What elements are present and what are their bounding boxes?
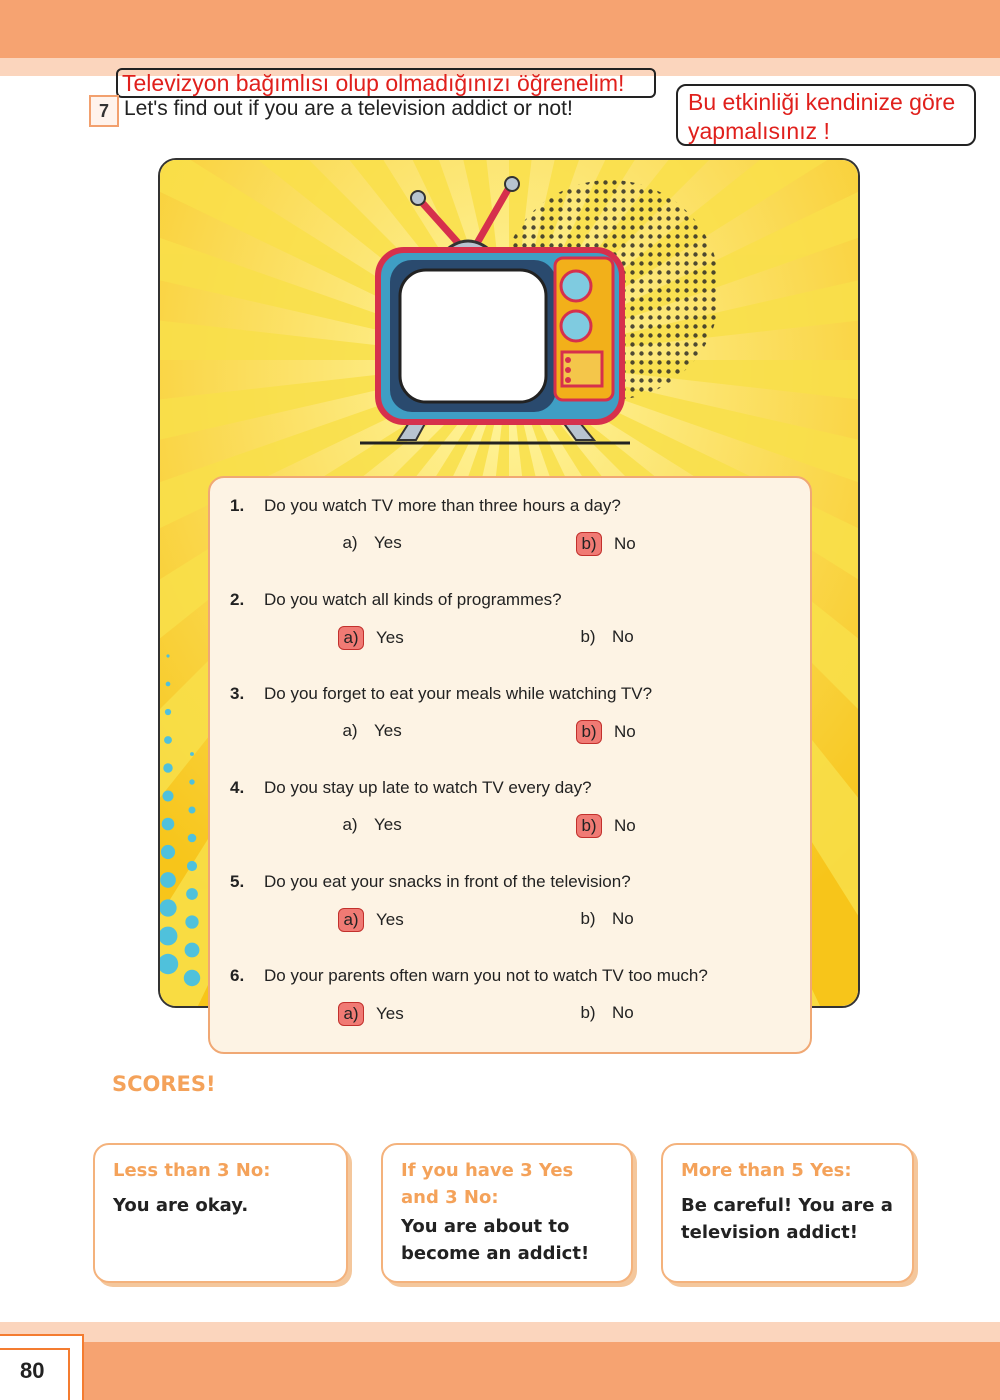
answer-option-yes[interactable] (338, 626, 404, 650)
answer-option-no[interactable] (576, 1002, 634, 1024)
halftone-blue-dot (190, 752, 194, 756)
option-letter: a) (342, 721, 358, 740)
question-text: Do your parents often warn you not to watch TV too much? (264, 966, 708, 985)
scores-title: SCORES! (112, 1072, 216, 1096)
option-letter: a) (338, 908, 364, 932)
option-letter: a) (338, 1002, 364, 1026)
footer-band (0, 1342, 1000, 1400)
answer-option-no[interactable] (576, 626, 634, 648)
halftone-blue-dot (189, 779, 194, 784)
option-letter: b) (580, 1003, 596, 1022)
halftone-blue-dot (163, 763, 172, 772)
question-text: Do you watch all kinds of programmes? (264, 590, 562, 609)
score-card-3-yes-3-no (381, 1143, 633, 1283)
halftone-blue-dot (166, 682, 171, 687)
question-number: 2. (230, 590, 245, 609)
option-label: Yes (376, 910, 404, 929)
answer-option-no[interactable] (576, 532, 636, 556)
option-letter: b) (576, 814, 602, 838)
footer-stripe (0, 1322, 1000, 1342)
halftone-blue-dot (164, 736, 172, 744)
question-number: 3. (230, 684, 245, 703)
option-letter: b) (576, 532, 602, 556)
option-label: No (612, 909, 634, 928)
page-number: 80 (20, 1358, 45, 1383)
questionnaire-panel (208, 476, 812, 1054)
halftone-blue-dot (163, 791, 174, 802)
turkish-title-annotation: Televizyon bağımlısı olup olmadığınızı öğrenelim! (116, 68, 656, 98)
option-label: No (614, 816, 636, 835)
question-text: Do you watch TV more than three hours a day? (264, 496, 621, 515)
halftone-blue-dot (188, 834, 197, 843)
option-label: No (614, 534, 636, 553)
question-number: 6. (230, 966, 245, 985)
score-condition: Less than 3 No: (113, 1160, 271, 1181)
halftone-blue-dot (185, 915, 198, 928)
halftone-blue-dot (166, 654, 169, 657)
answer-option-yes[interactable] (338, 720, 402, 742)
option-label: No (614, 722, 636, 741)
option-label: Yes (374, 815, 402, 834)
halftone-blue-dot (189, 807, 196, 814)
question-text: Do you forget to eat your meals while watching TV? (264, 684, 653, 703)
score-card-more-than-5-yes (661, 1143, 914, 1283)
option-letter: b) (580, 909, 596, 928)
question-number: 5. (230, 872, 245, 891)
top-header-band (0, 0, 1000, 58)
option-letter: a) (338, 626, 364, 650)
answer-option-yes[interactable] (338, 814, 402, 836)
score-card-less-than-3-no (93, 1143, 348, 1283)
activity-number: 7 (89, 95, 119, 127)
option-label: No (612, 627, 634, 646)
halftone-blue-dot (160, 899, 177, 916)
score-result: Be careful! You are a television addict! (681, 1195, 893, 1243)
score-result: You are about to become an addict! (401, 1216, 590, 1264)
answer-option-yes[interactable] (338, 1002, 404, 1026)
halftone-blue-dot (187, 861, 197, 871)
answer-option-no[interactable] (576, 908, 634, 930)
teacher-note-annotation: Bu etkinliği kendinize göre yapmalısınız ! (676, 84, 976, 146)
answer-option-yes[interactable] (338, 532, 402, 554)
halftone-blue-dot (184, 970, 200, 986)
score-condition: If you have 3 Yes and 3 No: (401, 1160, 574, 1208)
option-letter: b) (576, 720, 602, 744)
option-label: Yes (376, 628, 404, 647)
activity-title: Let's find out if you are a television addict or not! (124, 97, 573, 120)
option-letter: b) (580, 627, 596, 646)
halftone-blue-dot (161, 845, 175, 859)
score-result: You are okay. (113, 1195, 249, 1216)
halftone-blue-dot (185, 943, 200, 958)
question-number: 4. (230, 778, 245, 797)
question-text: Do you stay up late to watch TV every day? (264, 778, 592, 797)
question-number: 1. (230, 496, 245, 515)
option-letter: a) (342, 815, 358, 834)
halftone-blue-dot (186, 888, 198, 900)
option-letter: a) (342, 533, 358, 552)
score-condition: More than 5 Yes: (681, 1160, 852, 1181)
option-label: Yes (374, 721, 402, 740)
answer-option-yes[interactable] (338, 908, 404, 932)
option-label: No (612, 1003, 634, 1022)
halftone-blue-dot (162, 818, 175, 831)
answer-option-no[interactable] (576, 720, 636, 744)
halftone-blue-dot (160, 872, 176, 888)
option-label: Yes (374, 533, 402, 552)
question-text: Do you eat your snacks in front of the television? (264, 872, 631, 891)
answer-option-no[interactable] (576, 814, 636, 838)
option-label: Yes (376, 1004, 404, 1023)
halftone-blue-dot (165, 709, 171, 715)
